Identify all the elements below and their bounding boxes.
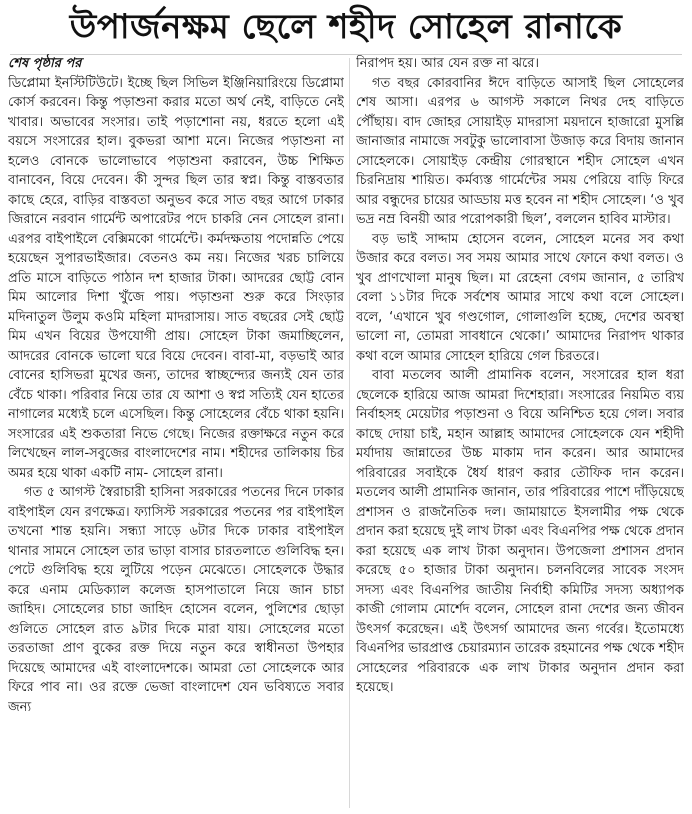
paragraph: গত ৫ আগস্ট স্বৈরাচারী হাসিনা সরকারের পতনের দিনে ঢাকার বাইপাইল যেন রণক্ষেত্র। ফ্যাসিস্ট সরকারের পতনের পর বাইপাইল তখনো শান্ত হয়নি। সন্ধ্যা সাড়ে ৬টার দিকে ঢাকার বাইপাইল থানার সামনে সোহেল তার ভাড়া বাসার চারতলাতে গুলিবিদ্ধ হন। পেটে গুলিবিদ্ধ হয়ে লুটিয়ে পড়েন মেঝেতে। সোহেলকে উদ্ধার করে এনাম মেডিক্যাল কলেজ হাসপাতালে নিয়ে জান চাচা জাহিদ। সোহেলের চাচা জাহিদ হোসেন বলেন, পুলিশের ছোড়া গুলিতে সোহেল রাত ৯টার দিকে মারা যায়। সোহেলের মতো তরতাজা প্রাণ বুকের রক্ত দিয়ে নতুন করে স্বাধীনতা উপহার দিয়েছে আমাদের এই বাংলাদেশকে। আমরা তো সোহেলকে আর ফিরে পাব না। ওর রক্তে ভেজা বাংলাদেশ যেন ভবিষ্যতে সবার জন্য bbox=[8, 485, 344, 715]
column-divider bbox=[349, 58, 350, 808]
left-column bbox=[8, 54, 344, 814]
paragraph: বড় ভাই সাদ্দাম হোসেন বলেন, সোহেল মনের সব কথা উজার করে বলত। সব সময় আমার সাথে ফোনে কথা বলত। ও খুব প্রাণখোলা মানুষ ছিল। মা রেহেনা বেগম জানান, ৫ তারিখ বেলা ১১টার দিকে সর্বশেষ আমার সাথে কথা বলে সোহেল। বলে, ‘এখানে খুব গণ্ডগোল, গোলাগুলি হচ্ছে, দেশের অবস্থা ভালো না, তোমরা সাবধানে থেকো।’ আমাদের নিরাপদ থাকার কথা বলে আমার সোহেল হারিয়ে গেল চিরতরে। bbox=[356, 231, 684, 364]
paragraph: নিরাপদ হয়। আর যেন রক্ত না ঝরে। bbox=[356, 56, 539, 71]
paragraph: ডিপ্লোমা ইনস্টিটিউটে। ইচ্ছে ছিল সিভিল ইঞ্জিনিয়ারিংয়ে ডিপ্লোমা কোর্স করবেন। কিন্তু পড়াশুনা করার মতো অর্থ নেই, বাড়িতে নেই খাবার। অভাবের সংসার। তাই পড়াশোনা নয়, ধরতে হলো এই বয়সে সংসারের হাল। বুকভরা আশা মনে। নিজের পড়াশুনা না হলেও বোনকে ভালোভাবে পড়াশুনা করাবেন, উচ্চ শিক্ষিত বানাবেন, বিয়ে দেবেন। কী সুন্দর ছিল তার স্বপ্ন। কিন্তু বাস্তবতার কাছে হেরে, বাড়ির বাস্তবতা অনুভব করে সাত বছর আগে ঢাকার জিরানে নরবান গার্মেন্ট অপারেটর পদে চাকরি নেন সোহেল রানা। এরপর বাইপাইলে বেক্সিমকো গার্মেন্টে। কর্মদক্ষতায় পদোন্নতি পেয়ে হয়েছেন সুপারভাইজার। বেতনও কম নয়। নিজের খরচ চালিয়ে প্রতি মাসে বাড়িতে পাঠান দশ হাজার টাকা। আদরের ছোট্ট বোন মিম আলোর দিশা খুঁজে পায়। পড়াশুনা শুরু করে সিংড়ার মদিনাতুল উলুম কওমি মহিলা মাদরাসায়। সাত বছরের সেই ছোট্ট মিম এখন বিয়ের উপযোগী প্রায়। সোহেল টাকা জমাচ্ছিলেন, আদরের বোনকে ভালো ঘরে বিয়ে দেবেন। বাবা-মা, বড়ভাই আর বোনের হাসিভরা মুখের জন্য, তাদের স্বাচ্ছন্দ্যের জন্যই যেন তার বেঁচে থাকা। পরিবার নিয়ে তার যে আশা ও স্বপ্ন সত্যিই যেন হাতের নাগালের মধ্যেই চলে এসেছিল। কিন্তু সোহেলের বেঁচে থাকা হয়নি। সংসারের এই শুকতারা নিভে গেছে। নিজের রক্তাক্ষরে নতুন করে লিখেছেন লাল-সবুজের বাংলাদেশের নাম। শহীদের তালিকায় চির অমর হয়ে থাকা একটি নাম- সোহেল রানা। bbox=[8, 75, 344, 481]
paragraph: বাবা মতলেব আলী প্রামানিক বলেন, সংসারের হাল ধরা ছেলেকে হারিয়ে আজ আমরা দিশেহারা। সংসারের নিয়মিত ব্যয় নির্বাহসহ মেয়েটার পড়াশুনা ও বিয়ে অনিশ্চিত হয়ে গেল। সবার কাছে দোয়া চাই, মহান আল্লাহ আমাদের সোহেলকে যেন শহীদী মর্যাদায় জান্নাতের উচ্চ মাকাম দান করেন। আর আমাদের পরিবারের সবাইকে ধৈর্য ধারণ করার তৌফিক দান করেন। মতলেব আলী প্রামানিক জানান, তার পরিবারের পাশে দাঁড়িয়েছে প্রশাসন ও রাজনৈতিক দল। জামায়াতে ইসলামীর পক্ষ থেকে প্রদান করা হয়েছে দুই লাখ টাকা এবং বিএনপির পক্ষ থেকে প্রদান করা হয়েছে এক লাখ টাকা অনুদান। উপজেলা প্রশাসন প্রদান করেছে ৫০ হাজার টাকা অনুদান। চলনবিলের সাবেক সংসদ সদস্য এবং বিএনপির জাতীয় নির্বাহী কমিটির সদস্য অধ্যাপক কাজী গোলাম মোর্শেদ বলেন, সোহেল রানা দেশের জন্য জীবন উৎসর্গ করেছেন। এই উৎসর্গ আমাদের জন্য গর্বের। ইতোমধ্যে বিএনপির ভারপ্রাপ্ত চেয়ারম্যান তারেক রহমানের পক্ষ থেকে শহীদ সোহেলের পরিবারকে এক লাখ টাকার অনুদান প্রদান করা হয়েছে। bbox=[356, 368, 684, 695]
kicker bbox=[8, 54, 344, 74]
paragraph: গত বছর কোরবানির ঈদে বাড়িতে আসাই ছিল সোহেলের শেষ আসা। এরপর ৬ আগস্ট সকালে নিথর দেহ বাড়িতে পৌঁছায়। বাদ জোহর সোয়াইড় মাদরাসা ময়দানে হাজারো মুসল্লি জানাজার নামাজে সবটুকু ভালোবাসা উজাড় করে বিদায় জানান সোহেলকে। সোয়াইড় কেন্দ্রীয় গোরস্থানে শহীদ সোহেল এখন চিরনিদ্রায় শায়িত। কর্মব্যস্ত গার্মেন্টের সময় পেরিয়ে বাড়ি ফিরে আর বন্ধুদের চায়ের আড্ডায় মত্ত হবেন না শহীদ সোহেল। ‘ও খুব ভদ্র নম্র বিনয়ী আর পরোপকারী ছিল’, বললেন হাবিব মাস্টার। bbox=[356, 75, 684, 227]
right-column bbox=[356, 54, 684, 814]
kicker-text: শেষ পৃষ্ঠার পর bbox=[8, 56, 82, 71]
headline: উপার্জনক্ষম ছেলে শহীদ সোহেল রানাকে bbox=[69, 7, 623, 47]
